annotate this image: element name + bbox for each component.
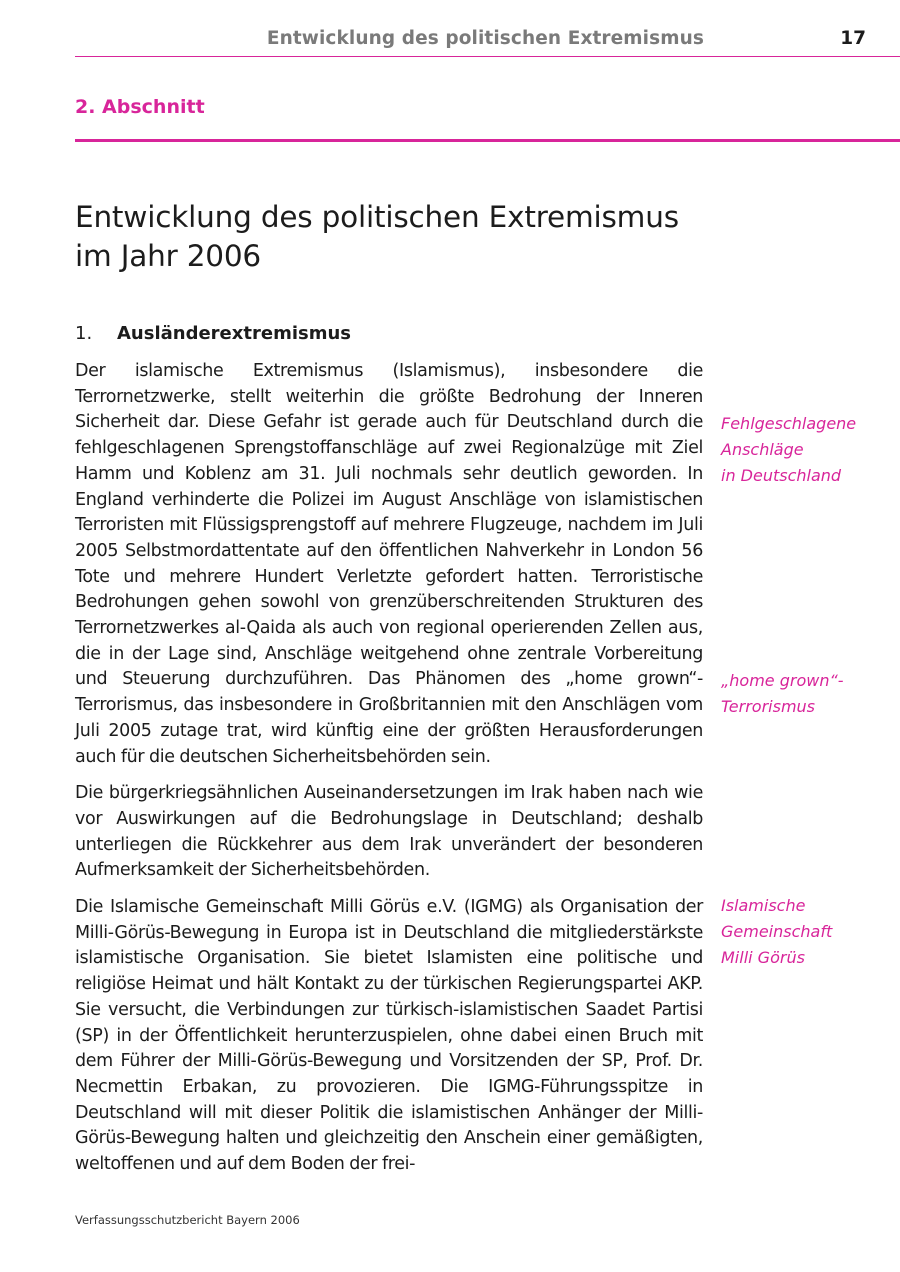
margin-note-line: Milli Görüs — [721, 947, 805, 967]
section-label: 2. Abschnitt — [75, 96, 205, 118]
running-header — [75, 26, 900, 57]
page-footer: Verfassungsschutzbericht Bayern 2006 — [75, 1213, 300, 1227]
paragraph: Die bürgerkriegsähnlichen Auseinandersetzungen im Irak haben nach wie vor Auswirkungen auf die Bedrohungslage in Deutschland; deshalb unterliegen die Rückkehrer aus dem Irak unverändert der besonderen Aufmerksamkeit der Sicherheitsbehörden. — [75, 783, 703, 881]
page-number: 17 — [840, 28, 866, 49]
margin-note-line: Islamische — [721, 896, 806, 915]
running-title: Entwicklung des politischen Extremismus — [266, 28, 704, 49]
subsection-heading — [75, 322, 351, 346]
margin-note-home-grown — [721, 668, 896, 720]
margin-note-line: „home grown“- — [721, 671, 844, 690]
margin-note-line: in Deutschland — [721, 465, 842, 485]
margin-note-line: Terrorismus — [721, 696, 816, 716]
paragraph: Die Islamische Gemeinschaft Milli Görüs e.V. (IGMG) als Organisation der Milli-Görüs-Bewegung in Europa ist in Deutschland die mitgliederstärkste islamistische Organisation. Sie bietet Islamisten eine politische und religiöse Heimat und hält Kontakt zu der türkischen Regierungspartei AKP. Sie versucht, die Verbindungen zur türkisch-islamistischen Saadet Partisi (SP) in der Öffentlichkeit herunterzuspielen, ohne dabei einen Bruch mit dem Führer der Milli-Görüs-Bewegung und Vorsitzenden der SP, Prof. Dr. Necmettin Erbakan, zu provozieren. Die IGMG-Führungsspitze in Deutschland will mit dieser Politik die islamistischen Anhänger der Milli-Görüs-Bewegung halten und gleichzeitig den Anschein einer gemäßigten, weltoffenen und auf dem Boden der frei- — [75, 897, 703, 1175]
margin-note-line: Gemeinschaft — [721, 921, 833, 941]
page-title-line-1: Entwicklung des politischen Extremismus — [75, 200, 679, 234]
page-title-line-2: im Jahr 2006 — [75, 239, 261, 273]
subsection-title: Ausländerextremismus — [117, 323, 351, 344]
subsection-number: 1. — [75, 323, 93, 344]
page-title — [75, 198, 755, 276]
margin-note-line: Fehlgeschlagene — [721, 414, 857, 433]
margin-note-line: Anschläge — [721, 439, 804, 459]
body-text — [75, 359, 703, 1189]
margin-note-failed-attacks — [721, 411, 896, 488]
section-divider — [75, 139, 900, 142]
margin-note-igmg — [721, 893, 896, 970]
paragraph: Der islamische Extremismus (Islamismus), insbesondere die Terrornetzwerke, stellt weiterhin die größte Bedrohung der Inneren Sicherheit dar. Diese Gefahr ist gerade auch für Deutschland durch die fehlgeschlagenen Sprengstoffanschläge auf zwei Regionalzüge mit Ziel Hamm und Koblenz am 31. Juli nochmals sehr deutlich geworden. In England verhinderte die Polizei im August Anschläge von islamistischen Terroristen mit Flüssigsprengstoff auf mehrere Flugzeuge, nachdem im Juli 2005 Selbstmordattentate auf den öffentlichen Nahverkehr in London 56 Tote und mehrere Hundert Verletzte gefordert hatten. Terroristische Bedrohungen gehen sowohl von grenzüberschreitenden Strukturen des Terrornetzwerkes al-Qaida als auch von regional operierenden Zellen aus, die in der Lage sind, Anschläge weitgehend ohne zentrale Vorbereitung und Steuerung durchzuführen. Das Phänomen des „home grown“-Terrorismus, das insbesondere in Großbritannien mit den Anschlägen vom Juli 2005 zutage trat, wird künftig eine der größten Herausforderungen auch für die deutschen Sicherheitsbehörden sein. — [75, 361, 703, 767]
